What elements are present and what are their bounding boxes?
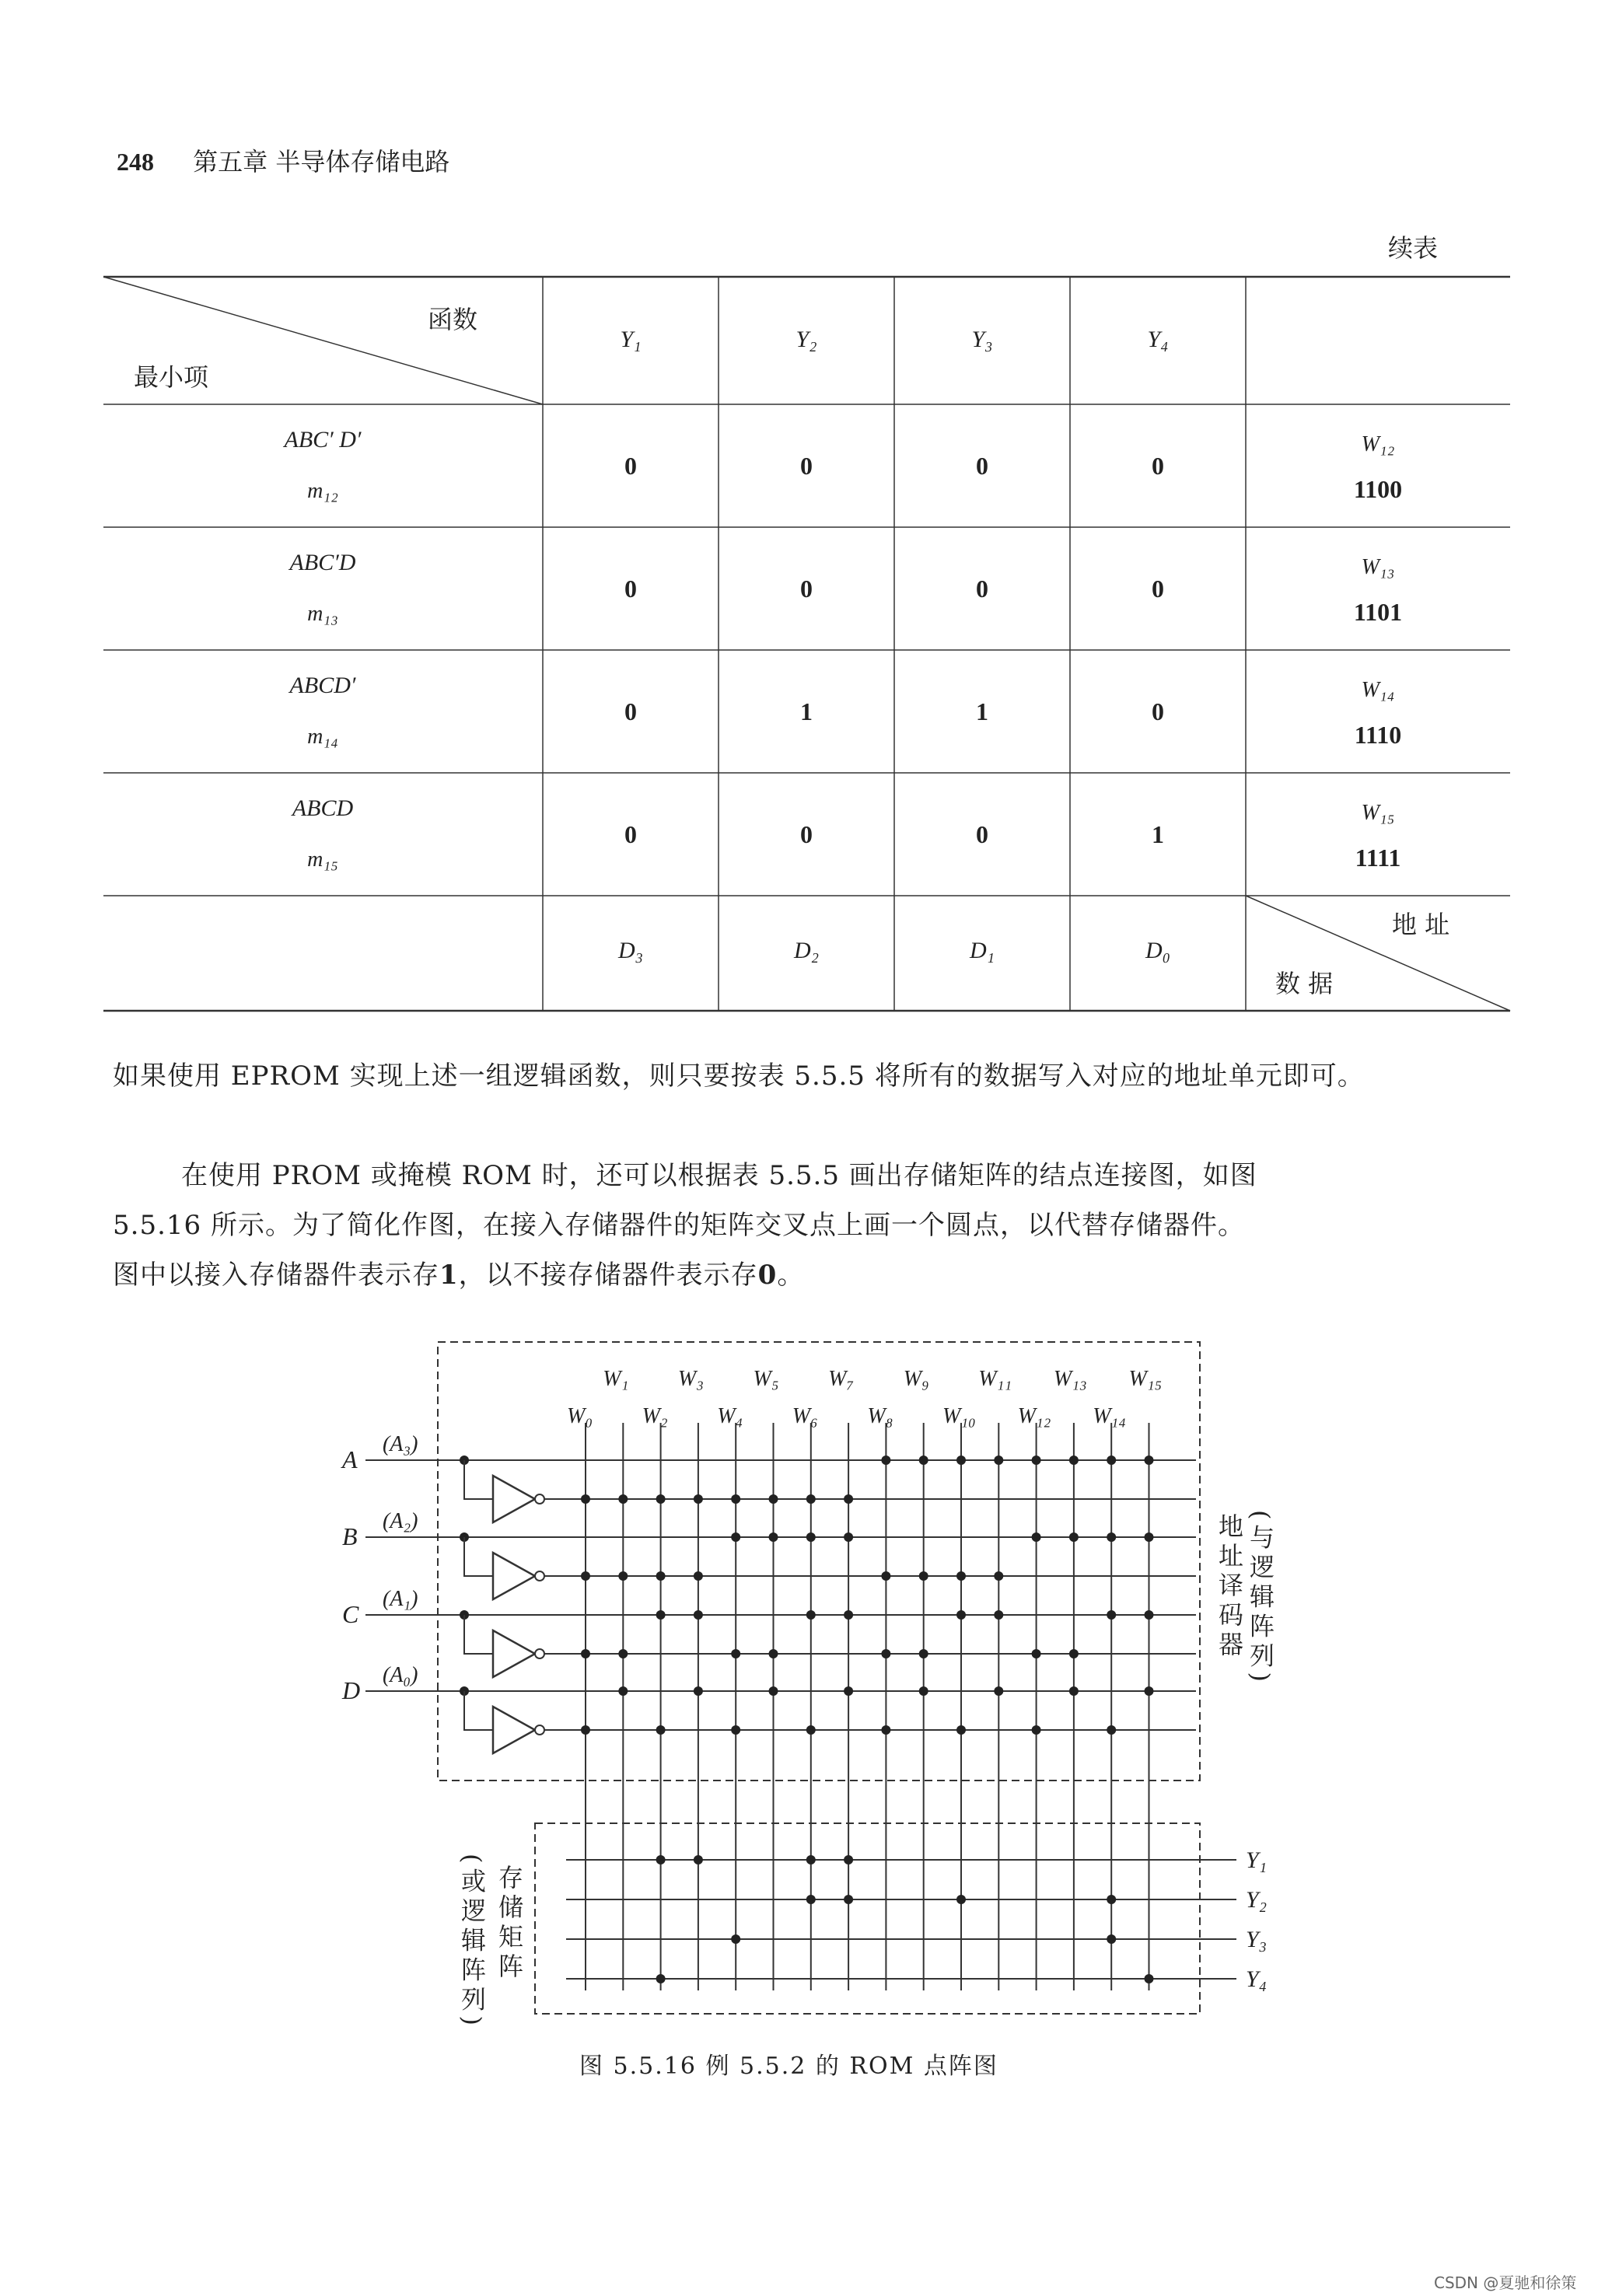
inverter-wire	[464, 1615, 493, 1654]
input-alias-label: (A₀)	[383, 1663, 418, 1687]
inverter-gate	[493, 1553, 535, 1599]
decoder-dot	[1069, 1532, 1079, 1542]
data-label-d0: D₀	[1145, 938, 1171, 963]
term: ABC′D	[289, 550, 356, 575]
storage-dot	[1145, 1974, 1154, 1983]
word-label: W₈	[867, 1404, 893, 1428]
inverter-bubble	[535, 1571, 544, 1581]
input-label: B	[342, 1522, 358, 1550]
inverter-gate	[493, 1707, 535, 1753]
decoder-dot	[1107, 1532, 1116, 1542]
term: ABC′ D′	[284, 427, 362, 453]
decoder-dot	[881, 1571, 890, 1581]
decoder-dot	[618, 1649, 628, 1658]
cell: 0	[800, 452, 813, 480]
cell: 0	[800, 820, 813, 848]
decoder-dot	[1107, 1456, 1116, 1465]
paragraph-1: 如果使用 EPROM 实现上述一组逻辑函数，则只要按表 5.5.5 将所有的数据写入对应的地址单元即可。	[113, 1061, 1365, 1092]
decoder-dot	[769, 1686, 778, 1696]
decoder-label: 地址译码器	[1215, 1513, 1244, 1661]
word-label: W₀	[567, 1404, 593, 1428]
cell: 0	[1152, 697, 1164, 725]
decoder-dot	[656, 1494, 666, 1504]
word-label: W₄	[717, 1404, 743, 1428]
storage-matrix-label: 存储矩阵	[495, 1864, 524, 1983]
col-header-y3: Y₃	[971, 327, 993, 352]
decoder-dot	[919, 1456, 928, 1465]
storage-dot	[806, 1895, 816, 1904]
cell: 0	[1152, 452, 1164, 480]
decoder-dot	[618, 1571, 628, 1581]
decoder-dot	[1069, 1649, 1079, 1658]
chapter-title: 第五章 半导体存储电路	[193, 147, 450, 176]
input-label: C	[342, 1600, 359, 1628]
decoder-dot	[994, 1571, 1003, 1581]
decoder-dot	[1107, 1610, 1116, 1620]
decoder-box	[438, 1342, 1200, 1781]
address-corner-label: 地 址	[1392, 910, 1450, 939]
storage-dot	[844, 1895, 853, 1904]
decoder-dot	[844, 1686, 853, 1696]
col-header-y2: Y₂	[796, 327, 817, 352]
decoder-dot	[994, 1686, 1003, 1696]
decoder-dot	[1032, 1649, 1041, 1658]
decoder-dot	[881, 1725, 890, 1735]
input-alias-label: (A₂)	[383, 1509, 418, 1533]
word-label: W₁₂	[1017, 1404, 1051, 1428]
figure-caption: 图 5.5.16 例 5.5.2 的 ROM 点阵图	[579, 2053, 998, 2080]
decoder-dot	[656, 1725, 666, 1735]
paragraph-2-line-3: 图中以接入存储器件表示存1，以不接存储器件表示存0。	[113, 1260, 805, 1291]
decoder-dot	[581, 1725, 590, 1735]
data-label-d2: D₂	[793, 938, 820, 963]
minterm: m₁₄	[307, 725, 338, 749]
cell: 0	[976, 575, 988, 603]
corner-bottom-label: 最小项	[134, 362, 209, 392]
word-line: W₁₅	[1361, 801, 1395, 825]
decoder-dot	[994, 1456, 1003, 1465]
decoder-dot	[919, 1649, 928, 1658]
storage-dot	[1107, 1895, 1116, 1904]
decoder-dot	[1145, 1532, 1154, 1542]
decoder-dot	[994, 1610, 1003, 1620]
word-label: W₁₁	[978, 1367, 1012, 1391]
decoder-dot	[656, 1571, 666, 1581]
word-line: W₁₂	[1361, 432, 1395, 456]
footer-watermark: CSDN @夏驰和徐策	[1434, 2273, 1577, 2292]
storage-dot	[1107, 1934, 1116, 1944]
decoder-dot	[731, 1725, 740, 1735]
decoder-dot	[919, 1571, 928, 1581]
address: 1110	[1354, 721, 1402, 749]
page-number: 248	[117, 148, 154, 176]
address: 1100	[1353, 475, 1403, 503]
decoder-dot	[731, 1532, 740, 1542]
decoder-dot	[1069, 1686, 1079, 1696]
storage-dot	[844, 1855, 853, 1864]
decoder-dot	[844, 1494, 853, 1504]
cell: 0	[624, 575, 637, 603]
input-label: D	[342, 1676, 361, 1704]
decoder-dot	[844, 1532, 853, 1542]
decoder-dot	[956, 1610, 966, 1620]
minterm: m₁₃	[307, 602, 338, 626]
continued-label: 续表	[1388, 233, 1439, 263]
decoder-dot	[881, 1649, 890, 1658]
decoder-dot	[694, 1494, 703, 1504]
decoder-dot	[956, 1571, 966, 1581]
word-label: W₁₅	[1128, 1367, 1163, 1391]
word-line: W₁₄	[1361, 678, 1395, 702]
decoder-dot	[956, 1725, 966, 1735]
decoder-dot	[656, 1610, 666, 1620]
word-label: W₁₃	[1053, 1367, 1087, 1391]
cell: 1	[1152, 820, 1164, 848]
inverter-bubble	[535, 1649, 544, 1658]
decoder-dot	[581, 1649, 590, 1658]
storage-dot	[694, 1855, 703, 1864]
cell: 0	[800, 575, 813, 603]
cell: 0	[976, 820, 988, 848]
word-label: W₆	[792, 1404, 818, 1428]
decoder-dot	[694, 1686, 703, 1696]
inverter-wire	[464, 1691, 493, 1730]
decoder-dot	[769, 1494, 778, 1504]
word-label: W₂	[642, 1404, 668, 1428]
inverter-wire	[464, 1537, 493, 1576]
cell: 1	[800, 697, 813, 725]
inverter-bubble	[535, 1494, 544, 1504]
term: ABCD′	[289, 673, 356, 698]
word-label: W₃	[677, 1367, 704, 1391]
inverter-gate	[493, 1630, 535, 1677]
or-array-label: (或逻辑阵列)	[457, 1854, 487, 2030]
corner-top-label: 函数	[428, 305, 478, 334]
decoder-dot	[1107, 1725, 1116, 1735]
storage-dot	[656, 1974, 666, 1983]
decoder-dot	[731, 1494, 740, 1504]
inverter-gate	[493, 1476, 535, 1522]
word-line: W₁₃	[1361, 555, 1395, 579]
cell: 0	[624, 820, 637, 848]
decoder-dot	[1145, 1456, 1154, 1465]
decoder-dot	[618, 1686, 628, 1696]
word-label: W₁	[603, 1367, 629, 1391]
decoder-dot	[1032, 1725, 1041, 1735]
decoder-dot	[806, 1610, 816, 1620]
minterm: m₁₅	[307, 847, 338, 872]
decoder-dot	[1032, 1456, 1041, 1465]
decoder-dot	[881, 1456, 890, 1465]
decoder-dot	[618, 1494, 628, 1504]
cell: 0	[976, 452, 988, 480]
inverter-wire	[464, 1460, 493, 1499]
decoder-dot	[806, 1532, 816, 1542]
decoder-dot	[806, 1725, 816, 1735]
cell: 1	[976, 697, 988, 725]
storage-dot	[956, 1895, 966, 1904]
data-label-d3: D₃	[617, 938, 644, 963]
cell: 0	[1152, 575, 1164, 603]
word-label: W₅	[753, 1367, 779, 1391]
output-label: Y₂	[1246, 1887, 1268, 1913]
decoder-dot	[731, 1649, 740, 1658]
decoder-dot	[694, 1610, 703, 1620]
decoder-dot	[844, 1610, 853, 1620]
storage-dot	[731, 1934, 740, 1944]
decoder-dot	[1032, 1532, 1041, 1542]
data-label-d1: D₁	[969, 938, 995, 963]
decoder-dot	[1145, 1610, 1154, 1620]
address: 1101	[1353, 598, 1403, 626]
decoder-dot	[581, 1571, 590, 1581]
output-label: Y₄	[1246, 1966, 1268, 1992]
decoder-dot	[769, 1532, 778, 1542]
decoder-dot	[1069, 1456, 1079, 1465]
col-header-y1: Y₁	[620, 327, 642, 352]
output-label: Y₁	[1246, 1847, 1268, 1873]
input-label: A	[342, 1445, 358, 1473]
decoder-dot	[806, 1494, 816, 1504]
input-alias-label: (A₁)	[383, 1587, 418, 1611]
decoder-dot	[919, 1686, 928, 1696]
col-header-y4: Y₄	[1147, 327, 1169, 352]
storage-dot	[656, 1855, 666, 1864]
storage-matrix-box	[535, 1823, 1200, 2014]
storage-dot	[806, 1855, 816, 1864]
output-label: Y₃	[1246, 1927, 1268, 1952]
cell: 0	[624, 452, 637, 480]
paragraph-2-line-1: 在使用 PROM 或掩模 ROM 时，还可以根据表 5.5.5 画出存储矩阵的结点连接图，如图	[181, 1160, 1257, 1191]
word-label: W₉	[903, 1367, 929, 1391]
term: ABCD	[292, 795, 354, 821]
word-label: W₇	[828, 1367, 855, 1391]
address: 1111	[1355, 844, 1401, 872]
paragraph-2-line-2: 5.5.16 所示。为了简化作图，在接入存储器件的矩阵交叉点上画一个圆点，以代替存储器件。	[113, 1210, 1245, 1241]
word-label: W₁₄	[1093, 1404, 1126, 1428]
decoder-dot	[956, 1456, 966, 1465]
minterm: m₁₂	[307, 479, 338, 503]
data-corner-label: 数 据	[1275, 969, 1334, 998]
and-array-label: (与逻辑阵列)	[1246, 1510, 1275, 1686]
decoder-dot	[694, 1571, 703, 1581]
decoder-dot	[769, 1649, 778, 1658]
input-alias-label: (A₃)	[383, 1432, 418, 1456]
inverter-bubble	[535, 1725, 544, 1735]
decoder-dot	[581, 1494, 590, 1504]
cell: 0	[624, 697, 637, 725]
word-label: W₁₀	[942, 1404, 976, 1428]
decoder-dot	[1145, 1686, 1154, 1696]
